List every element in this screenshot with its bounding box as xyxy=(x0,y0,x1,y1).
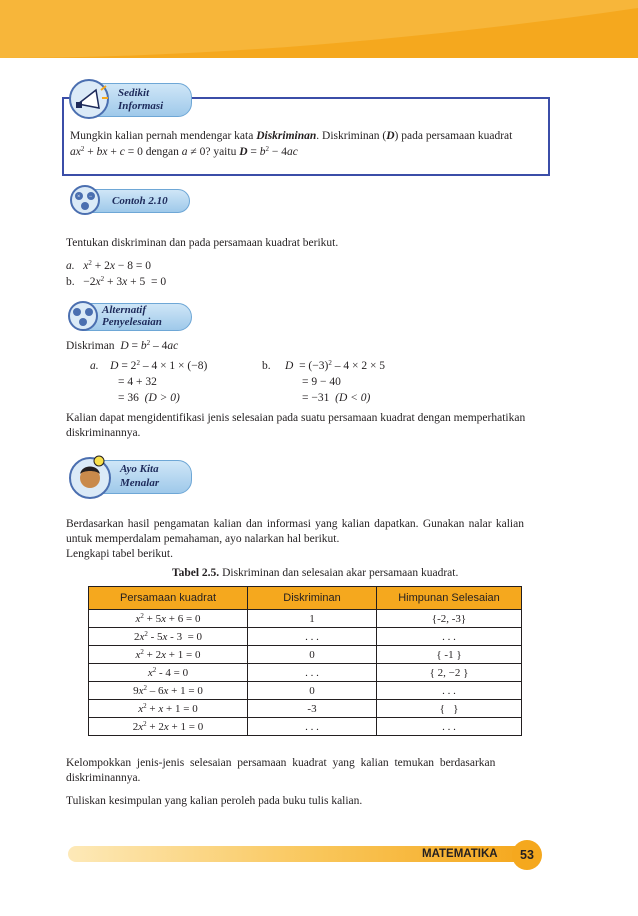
closing-line3: Tuliskan kesimpulan yang kalian peroleh pada buku tulis kalian. xyxy=(66,795,363,807)
page-number: 53 xyxy=(512,840,542,870)
table-caption xyxy=(172,566,458,581)
table-caption-label: Tabel 2.5. xyxy=(172,567,220,579)
reasoning-label-line1: Ayo Kita xyxy=(120,463,159,475)
example-calculator-icon xyxy=(68,184,102,216)
table-row xyxy=(89,646,522,664)
table-row xyxy=(89,664,522,682)
table-row xyxy=(89,718,522,736)
solution-label-line2: Penyelesaian xyxy=(102,316,162,328)
header-solution-set: Himpunan Selesaian xyxy=(377,587,522,610)
header-curve xyxy=(0,0,638,70)
solution-a-line1: a. $D = 2^2 - 4 \times 1 \times (-8)$ xyxy=(90,359,208,372)
reasoning-label-line2: Menalar xyxy=(120,477,160,489)
solution-note-line1: Kalian dapat mengidentifikasi jenis selesaian pada suatu persamaan kuadrat dengan memperhatikan xyxy=(66,412,526,424)
row3-discriminant: 0 xyxy=(248,646,377,664)
row5-equation: $9x^2 - 6x + 1 = 0$ xyxy=(89,682,248,700)
row6-equation: $x^2 + x + 1 = 0$ xyxy=(89,700,248,718)
row7-equation: $2x^2 + 2x + 1 = 0$ xyxy=(89,718,248,736)
info-label-line2: Informasi xyxy=(118,100,164,112)
row1-discriminant: 1 xyxy=(248,610,377,628)
solution-a-line3: = 36 (D > 0) xyxy=(118,392,180,404)
info-megaphone-icon xyxy=(66,78,112,120)
row3-equation: $x^2 + 2x + 1 = 0$ xyxy=(89,646,248,664)
table-row xyxy=(89,682,522,700)
table-row xyxy=(89,610,522,628)
row4-equation: $x^2 - 4 = 0$ xyxy=(89,664,248,682)
solution-formula: Diskriman $D = b^2 - 4ac$ xyxy=(66,339,179,352)
reasoning-para-line3: Lengkapi tabel berikut. xyxy=(66,548,173,560)
row4-discriminant: . . . xyxy=(248,664,377,682)
solution-note-line2: diskriminannya. xyxy=(66,427,141,439)
closing-line1: Kelompokkan jenis-jenis selesaian persamaan kuadrat yang kalian temukan berdasarkan xyxy=(66,757,496,769)
info-label-line1: Sedikit xyxy=(118,87,150,99)
table-header-row xyxy=(89,587,522,610)
example-intro: Tentukan diskriminan dan pada persamaan kuadrat berikut. xyxy=(66,237,339,249)
row4-solution: { 2, −2 } xyxy=(377,664,522,682)
row2-solution: . . . xyxy=(377,628,522,646)
closing-line2: diskriminannya. xyxy=(66,772,141,784)
reasoning-thinker-icon xyxy=(66,452,114,500)
reasoning-para-line2: untuk memperdalam pemahaman, ayo nalarkan hal berikut. xyxy=(66,533,340,545)
example-item-b: b. $-2x^2 + 3x + 5 = 0$ xyxy=(66,275,167,288)
row1-solution: {-2, -3} xyxy=(377,610,522,628)
solution-label-line1: Alternatif xyxy=(102,304,147,316)
solution-calculator-icon xyxy=(66,300,100,332)
row6-solution: { } xyxy=(377,700,522,718)
example-item-a: a. $x^2 + 2x - 8 = 0$ xyxy=(66,259,151,272)
row7-solution: . . . xyxy=(377,718,522,736)
header-discriminant: Diskriminan xyxy=(248,587,377,610)
discriminant-table xyxy=(88,586,522,736)
solution-b-line1: b. $D = (-3)^2 - 4 \times 2 \times 5$ xyxy=(262,359,386,372)
row3-solution: { -1 } xyxy=(377,646,522,664)
reasoning-para-line1: Berdasarkan hasil pengamatan kalian dan informasi yang kalian dapatkan. Gunakan nalar kalian xyxy=(66,518,524,530)
svg-text:×: × xyxy=(77,194,81,200)
header-equation: Persamaan kuadrat xyxy=(89,587,248,610)
row2-discriminant: . . . xyxy=(248,628,377,646)
info-text-line2: $ax^2$ + bx + c = 0 dengan a ≠ 0? yaitu $D = b^2 - 4ac$ xyxy=(70,145,298,158)
row5-solution: . . . xyxy=(377,682,522,700)
solution-b-line3: = −31 (D < 0) xyxy=(302,392,371,404)
example-label: Contoh 2.10 xyxy=(112,195,168,207)
table-row xyxy=(89,628,522,646)
row5-discriminant: 0 xyxy=(248,682,377,700)
row1-equation: $x^2 + 5x + 6 = 0$ xyxy=(89,610,248,628)
table-caption-text: Diskriminan dan selesaian akar persamaan kuadrat. xyxy=(219,567,459,579)
solution-a-line2: = 4 + 32 xyxy=(118,376,157,388)
row6-discriminant: -3 xyxy=(248,700,377,718)
svg-text:−: − xyxy=(89,194,93,200)
row2-equation: $2x^2 - 5x - 3 = 0$ xyxy=(89,628,248,646)
info-text-line1: Mungkin kalian pernah mendengar kata Diskriminan. Diskriminan (D) pada persamaan kuadrat xyxy=(70,130,513,142)
table-row xyxy=(89,700,522,718)
footer-subject: MATEMATIKA xyxy=(422,848,498,860)
solution-b-line2: = 9 − 40 xyxy=(302,376,341,388)
row7-discriminant: . . . xyxy=(248,718,377,736)
